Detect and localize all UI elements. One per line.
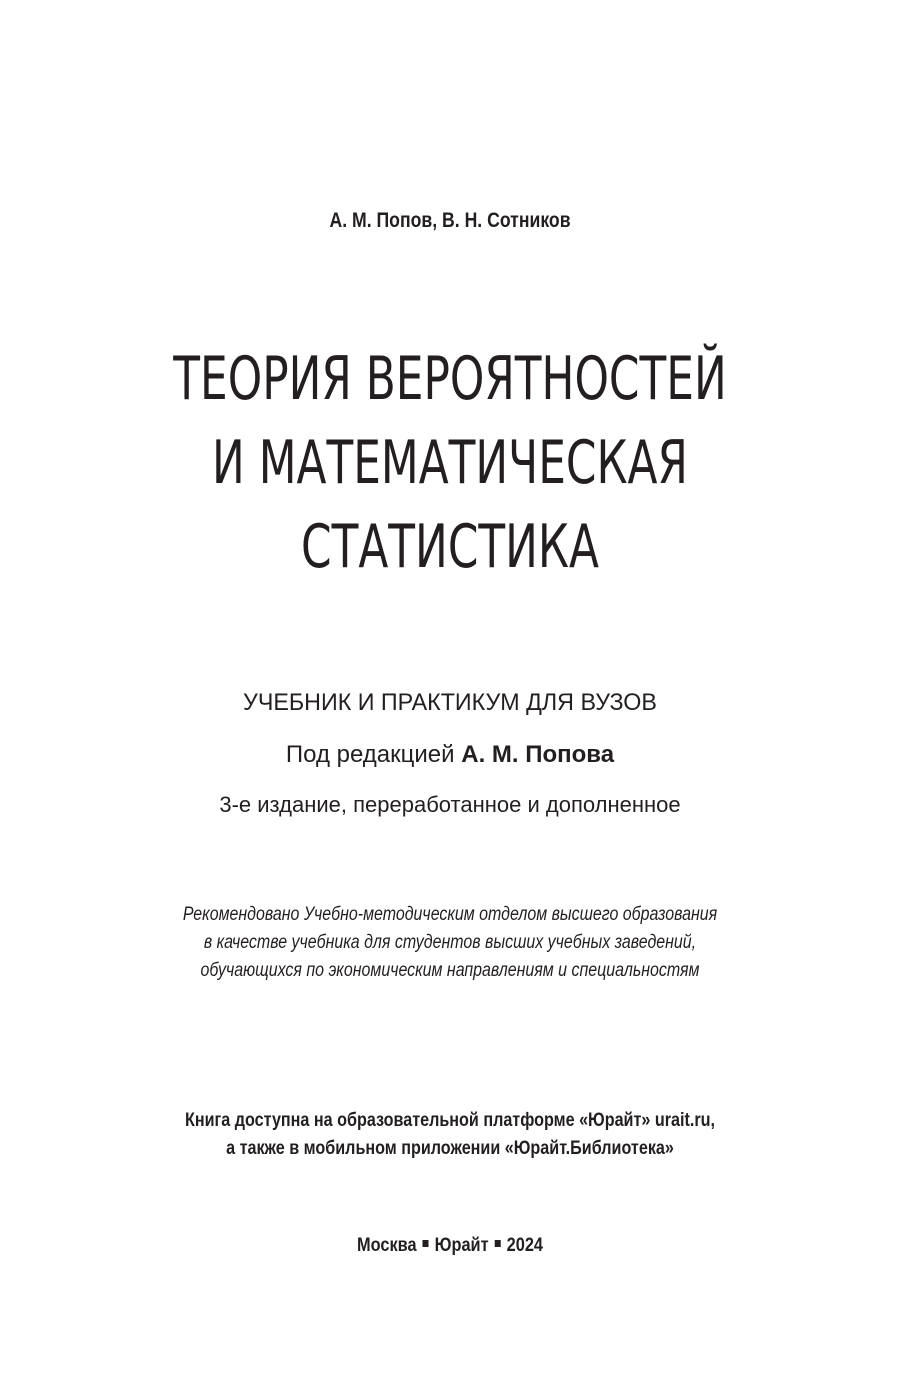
book-title <box>0 337 900 589</box>
recommendation-line-3: обучающихся по экономическим направлениям и специальностям <box>200 960 700 981</box>
editor-prefix: Под редакцией <box>285 741 455 768</box>
imprint-year: 2024 <box>506 1235 544 1256</box>
title-line-1: ТЕОРИЯ ВЕРОЯТНОСТЕЙ <box>173 344 727 414</box>
editor-name: А. М. Попова <box>461 741 615 768</box>
recommendation-line-1: Рекомендовано Учебно-методическим отделом высшего образования <box>182 904 718 925</box>
square-separator-icon <box>423 1240 429 1247</box>
recommendation-line-2: в качестве учебника для студентов высших учебных заведений, <box>203 932 697 953</box>
edition: 3-е издание, переработанное и дополненное <box>219 792 681 817</box>
recommendation <box>0 901 900 985</box>
imprint <box>63 1233 837 1259</box>
subtitle: УЧЕБНИК И ПРАКТИКУМ ДЛЯ ВУЗОВ <box>243 689 657 716</box>
platform-note <box>0 1107 900 1163</box>
platform-note-line-1: Книга доступна на образовательной платформе «Юрайт» urait.ru, <box>185 1110 715 1131</box>
title-line-3: СТАТИСТИКА <box>301 512 599 582</box>
authors: А. М. Попов, В. Н. Сотников <box>329 209 571 232</box>
platform-note-line-2: а также в мобильном приложении «Юрайт.Библиотека» <box>226 1138 674 1159</box>
imprint-publisher: Юрайт <box>434 1235 489 1256</box>
square-separator-icon <box>495 1240 501 1247</box>
imprint-city: Москва <box>356 1235 417 1256</box>
title-line-2: И МАТЕМАТИЧЕСКАЯ <box>212 428 688 498</box>
editor-line <box>0 740 900 770</box>
